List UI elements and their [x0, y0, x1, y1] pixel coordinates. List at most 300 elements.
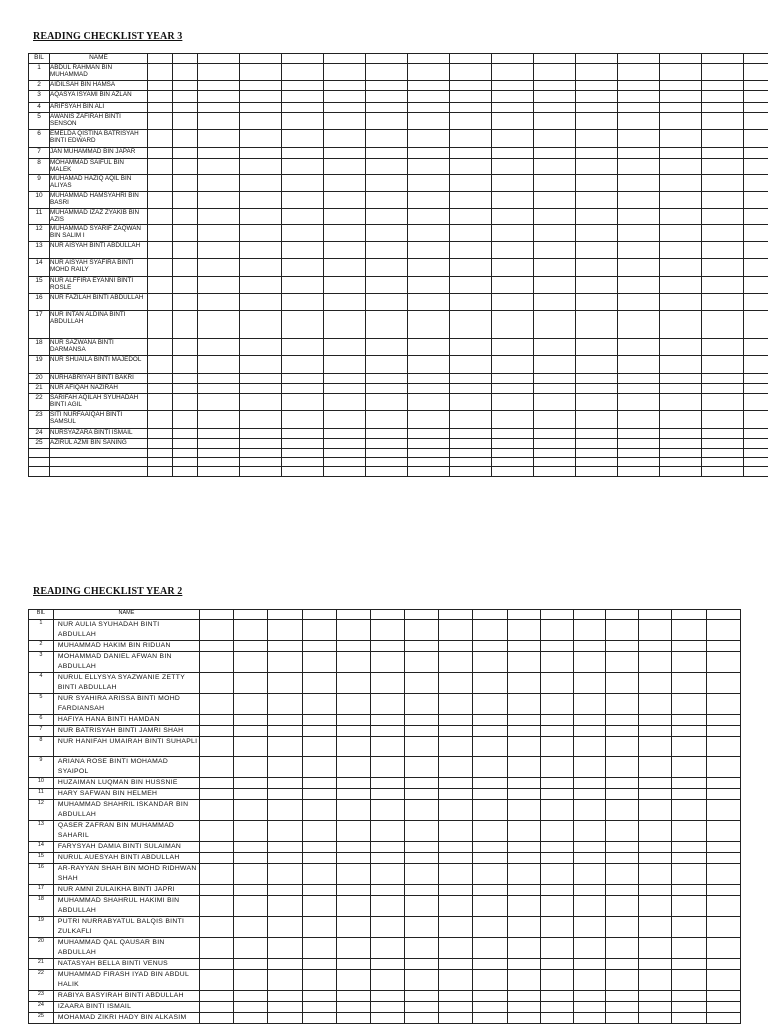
check-cell[interactable]	[450, 91, 492, 103]
check-cell[interactable]	[408, 130, 450, 148]
blank-cell[interactable]	[366, 467, 408, 477]
check-cell[interactable]	[473, 864, 507, 885]
check-cell[interactable]	[618, 91, 660, 103]
check-cell[interactable]	[639, 789, 672, 800]
check-cell[interactable]	[576, 113, 618, 130]
check-cell[interactable]	[576, 294, 618, 311]
check-cell[interactable]	[324, 394, 366, 411]
check-cell[interactable]	[366, 103, 408, 113]
check-cell[interactable]	[405, 641, 439, 652]
check-cell[interactable]	[492, 113, 534, 130]
check-cell[interactable]	[450, 356, 492, 374]
check-cell[interactable]	[540, 800, 573, 821]
check-cell[interactable]	[706, 885, 740, 896]
blank-cell[interactable]	[492, 449, 534, 458]
check-cell[interactable]	[473, 694, 507, 715]
check-cell[interactable]	[706, 652, 740, 673]
check-cell[interactable]	[370, 715, 404, 726]
check-cell[interactable]	[660, 148, 702, 159]
check-cell[interactable]	[702, 374, 744, 384]
check-cell[interactable]	[234, 726, 268, 737]
check-cell[interactable]	[639, 778, 672, 789]
check-cell[interactable]	[366, 374, 408, 384]
check-cell[interactable]	[573, 726, 605, 737]
check-cell[interactable]	[199, 1002, 233, 1013]
check-cell[interactable]	[744, 225, 768, 242]
check-cell[interactable]	[282, 311, 324, 339]
check-cell[interactable]	[198, 209, 240, 225]
check-cell[interactable]	[660, 429, 702, 439]
check-cell[interactable]	[573, 853, 605, 864]
check-cell[interactable]	[240, 429, 282, 439]
check-cell[interactable]	[366, 148, 408, 159]
check-cell[interactable]	[660, 209, 702, 225]
check-cell[interactable]	[660, 225, 702, 242]
check-cell[interactable]	[240, 159, 282, 175]
check-cell[interactable]	[672, 620, 706, 641]
check-cell[interactable]	[492, 91, 534, 103]
check-cell[interactable]	[473, 620, 507, 641]
check-cell[interactable]	[282, 294, 324, 311]
check-cell[interactable]	[370, 842, 404, 853]
check-cell[interactable]	[173, 339, 198, 356]
check-cell[interactable]	[366, 277, 408, 294]
check-cell[interactable]	[302, 842, 336, 853]
check-cell[interactable]	[268, 694, 302, 715]
check-cell[interactable]	[606, 800, 639, 821]
blank-cell[interactable]	[198, 467, 240, 477]
check-cell[interactable]	[405, 821, 439, 842]
check-cell[interactable]	[507, 917, 540, 938]
check-cell[interactable]	[534, 339, 576, 356]
check-cell[interactable]	[450, 159, 492, 175]
check-cell[interactable]	[405, 842, 439, 853]
check-cell[interactable]	[336, 821, 370, 842]
check-cell[interactable]	[234, 800, 268, 821]
check-cell[interactable]	[198, 175, 240, 192]
check-cell[interactable]	[540, 896, 573, 917]
check-cell[interactable]	[234, 970, 268, 991]
check-cell[interactable]	[672, 864, 706, 885]
check-cell[interactable]	[336, 641, 370, 652]
check-cell[interactable]	[534, 103, 576, 113]
check-cell[interactable]	[324, 148, 366, 159]
check-cell[interactable]	[199, 673, 233, 694]
blank-cell[interactable]	[240, 458, 282, 467]
check-cell[interactable]	[660, 113, 702, 130]
check-cell[interactable]	[639, 991, 672, 1002]
check-cell[interactable]	[534, 91, 576, 103]
check-cell[interactable]	[540, 737, 573, 757]
check-cell[interactable]	[576, 209, 618, 225]
check-cell[interactable]	[173, 209, 198, 225]
check-cell[interactable]	[199, 864, 233, 885]
check-cell[interactable]	[234, 917, 268, 938]
check-cell[interactable]	[366, 64, 408, 81]
blank-cell[interactable]	[660, 467, 702, 477]
check-cell[interactable]	[576, 311, 618, 339]
check-cell[interactable]	[618, 242, 660, 259]
check-cell[interactable]	[405, 726, 439, 737]
check-cell[interactable]	[534, 429, 576, 439]
check-cell[interactable]	[706, 641, 740, 652]
check-cell[interactable]	[534, 384, 576, 394]
check-cell[interactable]	[148, 411, 173, 429]
check-cell[interactable]	[199, 737, 233, 757]
check-cell[interactable]	[366, 394, 408, 411]
check-cell[interactable]	[198, 130, 240, 148]
check-cell[interactable]	[573, 694, 605, 715]
check-cell[interactable]	[198, 277, 240, 294]
check-cell[interactable]	[540, 620, 573, 641]
check-cell[interactable]	[618, 259, 660, 277]
check-cell[interactable]	[405, 737, 439, 757]
check-cell[interactable]	[268, 1013, 302, 1024]
check-cell[interactable]	[450, 311, 492, 339]
check-cell[interactable]	[706, 1013, 740, 1024]
check-cell[interactable]	[639, 1013, 672, 1024]
check-cell[interactable]	[324, 277, 366, 294]
check-cell[interactable]	[336, 959, 370, 970]
check-cell[interactable]	[198, 159, 240, 175]
check-cell[interactable]	[148, 277, 173, 294]
check-cell[interactable]	[618, 209, 660, 225]
check-cell[interactable]	[282, 159, 324, 175]
check-cell[interactable]	[672, 917, 706, 938]
check-cell[interactable]	[439, 620, 473, 641]
check-cell[interactable]	[240, 311, 282, 339]
check-cell[interactable]	[282, 91, 324, 103]
blank-cell[interactable]	[148, 458, 173, 467]
check-cell[interactable]	[324, 439, 366, 449]
blank-cell[interactable]	[282, 458, 324, 467]
check-cell[interactable]	[507, 959, 540, 970]
check-cell[interactable]	[370, 652, 404, 673]
check-cell[interactable]	[370, 938, 404, 959]
check-cell[interactable]	[198, 103, 240, 113]
check-cell[interactable]	[199, 694, 233, 715]
check-cell[interactable]	[234, 1013, 268, 1024]
check-cell[interactable]	[639, 864, 672, 885]
check-cell[interactable]	[199, 757, 233, 778]
check-cell[interactable]	[706, 620, 740, 641]
check-cell[interactable]	[702, 209, 744, 225]
blank-cell[interactable]	[173, 458, 198, 467]
check-cell[interactable]	[576, 439, 618, 449]
blank-cell[interactable]	[450, 458, 492, 467]
check-cell[interactable]	[450, 103, 492, 113]
check-cell[interactable]	[282, 259, 324, 277]
check-cell[interactable]	[148, 374, 173, 384]
check-cell[interactable]	[672, 789, 706, 800]
check-cell[interactable]	[370, 1002, 404, 1013]
check-cell[interactable]	[199, 896, 233, 917]
check-cell[interactable]	[366, 429, 408, 439]
blank-cell[interactable]	[173, 467, 198, 477]
check-cell[interactable]	[492, 159, 534, 175]
check-cell[interactable]	[240, 113, 282, 130]
check-cell[interactable]	[366, 175, 408, 192]
blank-cell[interactable]	[576, 458, 618, 467]
check-cell[interactable]	[324, 374, 366, 384]
check-cell[interactable]	[336, 896, 370, 917]
check-cell[interactable]	[302, 641, 336, 652]
check-cell[interactable]	[268, 757, 302, 778]
check-cell[interactable]	[606, 885, 639, 896]
check-cell[interactable]	[324, 259, 366, 277]
check-cell[interactable]	[199, 620, 233, 641]
check-cell[interactable]	[618, 394, 660, 411]
check-cell[interactable]	[507, 715, 540, 726]
check-cell[interactable]	[534, 209, 576, 225]
check-cell[interactable]	[439, 970, 473, 991]
check-cell[interactable]	[660, 339, 702, 356]
check-cell[interactable]	[366, 130, 408, 148]
check-cell[interactable]	[573, 789, 605, 800]
check-cell[interactable]	[439, 737, 473, 757]
check-cell[interactable]	[173, 103, 198, 113]
check-cell[interactable]	[660, 130, 702, 148]
check-cell[interactable]	[148, 429, 173, 439]
check-cell[interactable]	[618, 64, 660, 81]
check-cell[interactable]	[198, 192, 240, 209]
check-cell[interactable]	[507, 991, 540, 1002]
check-cell[interactable]	[606, 789, 639, 800]
check-cell[interactable]	[240, 294, 282, 311]
check-cell[interactable]	[336, 864, 370, 885]
check-cell[interactable]	[540, 853, 573, 864]
check-cell[interactable]	[336, 970, 370, 991]
check-cell[interactable]	[540, 885, 573, 896]
check-cell[interactable]	[268, 938, 302, 959]
check-cell[interactable]	[573, 896, 605, 917]
check-cell[interactable]	[573, 620, 605, 641]
check-cell[interactable]	[744, 148, 768, 159]
check-cell[interactable]	[370, 821, 404, 842]
check-cell[interactable]	[507, 737, 540, 757]
blank-cell[interactable]	[282, 467, 324, 477]
check-cell[interactable]	[439, 917, 473, 938]
blank-cell[interactable]	[408, 467, 450, 477]
check-cell[interactable]	[268, 970, 302, 991]
check-cell[interactable]	[540, 821, 573, 842]
check-cell[interactable]	[534, 130, 576, 148]
check-cell[interactable]	[606, 694, 639, 715]
check-cell[interactable]	[507, 853, 540, 864]
blank-cell[interactable]	[324, 449, 366, 458]
check-cell[interactable]	[199, 938, 233, 959]
check-cell[interactable]	[534, 242, 576, 259]
check-cell[interactable]	[282, 175, 324, 192]
check-cell[interactable]	[706, 1002, 740, 1013]
check-cell[interactable]	[234, 641, 268, 652]
check-cell[interactable]	[282, 81, 324, 91]
check-cell[interactable]	[639, 694, 672, 715]
check-cell[interactable]	[492, 374, 534, 384]
check-cell[interactable]	[534, 311, 576, 339]
check-cell[interactable]	[302, 800, 336, 821]
check-cell[interactable]	[573, 864, 605, 885]
check-cell[interactable]	[366, 242, 408, 259]
check-cell[interactable]	[268, 641, 302, 652]
check-cell[interactable]	[198, 294, 240, 311]
check-cell[interactable]	[198, 374, 240, 384]
blank-cell[interactable]	[240, 449, 282, 458]
check-cell[interactable]	[507, 757, 540, 778]
check-cell[interactable]	[324, 91, 366, 103]
check-cell[interactable]	[492, 175, 534, 192]
check-cell[interactable]	[507, 1002, 540, 1013]
check-cell[interactable]	[173, 294, 198, 311]
check-cell[interactable]	[405, 715, 439, 726]
check-cell[interactable]	[573, 1002, 605, 1013]
check-cell[interactable]	[268, 778, 302, 789]
check-cell[interactable]	[268, 842, 302, 853]
check-cell[interactable]	[370, 737, 404, 757]
check-cell[interactable]	[450, 374, 492, 384]
check-cell[interactable]	[173, 81, 198, 91]
check-cell[interactable]	[366, 339, 408, 356]
check-cell[interactable]	[282, 130, 324, 148]
check-cell[interactable]	[366, 159, 408, 175]
blank-cell[interactable]	[324, 467, 366, 477]
check-cell[interactable]	[439, 757, 473, 778]
check-cell[interactable]	[744, 113, 768, 130]
check-cell[interactable]	[540, 959, 573, 970]
check-cell[interactable]	[573, 737, 605, 757]
check-cell[interactable]	[450, 209, 492, 225]
check-cell[interactable]	[408, 81, 450, 91]
check-cell[interactable]	[573, 959, 605, 970]
check-cell[interactable]	[534, 277, 576, 294]
check-cell[interactable]	[702, 411, 744, 429]
check-cell[interactable]	[534, 148, 576, 159]
check-cell[interactable]	[336, 917, 370, 938]
check-cell[interactable]	[302, 726, 336, 737]
check-cell[interactable]	[439, 778, 473, 789]
check-cell[interactable]	[639, 800, 672, 821]
check-cell[interactable]	[439, 800, 473, 821]
check-cell[interactable]	[473, 896, 507, 917]
check-cell[interactable]	[240, 374, 282, 384]
check-cell[interactable]	[660, 175, 702, 192]
check-cell[interactable]	[198, 64, 240, 81]
check-cell[interactable]	[336, 991, 370, 1002]
check-cell[interactable]	[240, 384, 282, 394]
check-cell[interactable]	[240, 148, 282, 159]
check-cell[interactable]	[405, 864, 439, 885]
check-cell[interactable]	[639, 853, 672, 864]
check-cell[interactable]	[234, 620, 268, 641]
check-cell[interactable]	[660, 374, 702, 384]
check-cell[interactable]	[576, 130, 618, 148]
check-cell[interactable]	[706, 789, 740, 800]
check-cell[interactable]	[199, 885, 233, 896]
check-cell[interactable]	[473, 1013, 507, 1024]
check-cell[interactable]	[408, 439, 450, 449]
check-cell[interactable]	[706, 864, 740, 885]
check-cell[interactable]	[405, 757, 439, 778]
check-cell[interactable]	[324, 130, 366, 148]
check-cell[interactable]	[639, 726, 672, 737]
check-cell[interactable]	[302, 970, 336, 991]
check-cell[interactable]	[492, 311, 534, 339]
check-cell[interactable]	[540, 778, 573, 789]
check-cell[interactable]	[148, 148, 173, 159]
check-cell[interactable]	[606, 726, 639, 737]
check-cell[interactable]	[672, 938, 706, 959]
check-cell[interactable]	[405, 789, 439, 800]
check-cell[interactable]	[450, 439, 492, 449]
check-cell[interactable]	[706, 673, 740, 694]
check-cell[interactable]	[450, 175, 492, 192]
check-cell[interactable]	[324, 103, 366, 113]
check-cell[interactable]	[234, 938, 268, 959]
check-cell[interactable]	[408, 175, 450, 192]
check-cell[interactable]	[408, 64, 450, 81]
check-cell[interactable]	[324, 225, 366, 242]
check-cell[interactable]	[702, 277, 744, 294]
check-cell[interactable]	[199, 715, 233, 726]
check-cell[interactable]	[199, 853, 233, 864]
check-cell[interactable]	[336, 726, 370, 737]
check-cell[interactable]	[324, 159, 366, 175]
check-cell[interactable]	[370, 970, 404, 991]
check-cell[interactable]	[408, 311, 450, 339]
check-cell[interactable]	[702, 192, 744, 209]
check-cell[interactable]	[618, 225, 660, 242]
check-cell[interactable]	[507, 1013, 540, 1024]
check-cell[interactable]	[660, 242, 702, 259]
check-cell[interactable]	[450, 192, 492, 209]
check-cell[interactable]	[573, 821, 605, 842]
check-cell[interactable]	[473, 885, 507, 896]
check-cell[interactable]	[240, 209, 282, 225]
check-cell[interactable]	[706, 959, 740, 970]
check-cell[interactable]	[540, 970, 573, 991]
check-cell[interactable]	[234, 821, 268, 842]
check-cell[interactable]	[672, 885, 706, 896]
check-cell[interactable]	[639, 673, 672, 694]
check-cell[interactable]	[473, 789, 507, 800]
check-cell[interactable]	[302, 864, 336, 885]
check-cell[interactable]	[618, 103, 660, 113]
check-cell[interactable]	[540, 938, 573, 959]
check-cell[interactable]	[660, 159, 702, 175]
blank-cell[interactable]	[240, 467, 282, 477]
check-cell[interactable]	[639, 896, 672, 917]
check-cell[interactable]	[450, 81, 492, 91]
check-cell[interactable]	[744, 374, 768, 384]
check-cell[interactable]	[606, 917, 639, 938]
blank-cell[interactable]	[744, 458, 768, 467]
check-cell[interactable]	[439, 1002, 473, 1013]
check-cell[interactable]	[336, 673, 370, 694]
check-cell[interactable]	[282, 411, 324, 429]
check-cell[interactable]	[198, 113, 240, 130]
check-cell[interactable]	[370, 726, 404, 737]
check-cell[interactable]	[606, 737, 639, 757]
check-cell[interactable]	[148, 439, 173, 449]
check-cell[interactable]	[405, 896, 439, 917]
check-cell[interactable]	[324, 175, 366, 192]
check-cell[interactable]	[302, 917, 336, 938]
check-cell[interactable]	[540, 726, 573, 737]
check-cell[interactable]	[573, 757, 605, 778]
check-cell[interactable]	[573, 673, 605, 694]
check-cell[interactable]	[744, 242, 768, 259]
check-cell[interactable]	[302, 1002, 336, 1013]
